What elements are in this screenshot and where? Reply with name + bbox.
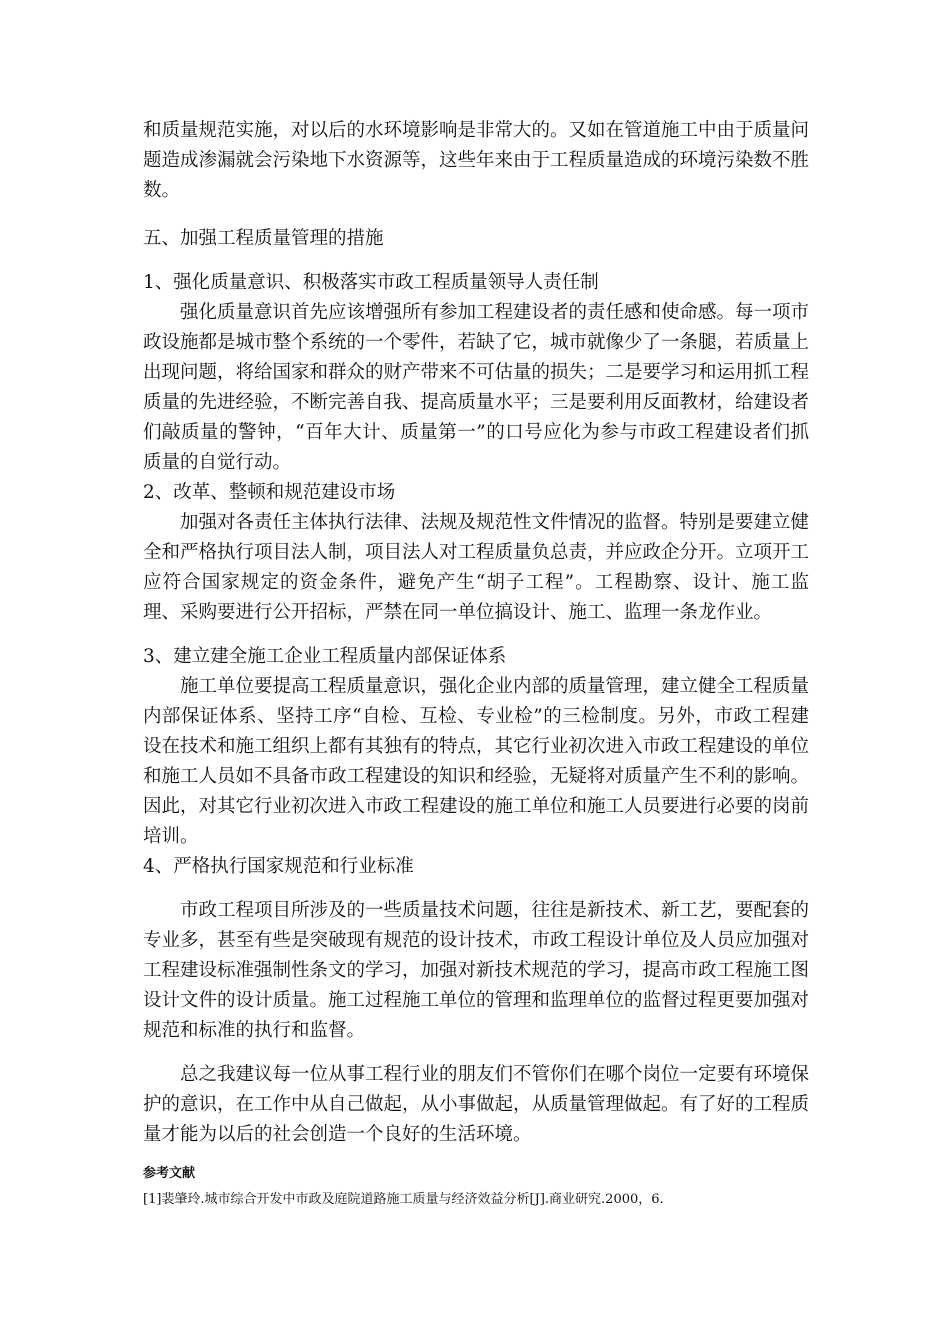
reference-item: [1]裴肇玲.城市综合开发中市政及庭院道路施工质量与经济效益分析[J].商业研究.2000，6. bbox=[143, 1192, 664, 1207]
references-title: 参考文献 bbox=[143, 1166, 196, 1181]
subsection-4-body: 市政工程项目所涉及的一些质量技术问题，往往是新技术、新工艺，要配套的专业多，甚至有些是突破现有规范的设计技术，市政工程设计单位及人员应加强对工程建设标准强制性条文的学习，加强对新技术规范的学习，提高市政工程施工图设计文件的设计质量。施工过程施工单位的管理和监理单位的监督过程更要加强对规范和标准的执行和监督。 bbox=[143, 900, 810, 1041]
subsection-1-body: 强化质量意识首先应该增强所有参加工程建设者的责任感和使命感。每一项市政设施都是城市整个系统的一个零件，若缺了它，城市就像少了一条腿，若质量上出现问题，将给国家和群众的财产带来不可估量的损失；二是要学习和运用抓工程质量的先进经验，不断完善自我、提高质量水平；三是要利用反面教材，给建设者们敲质量的警钟，“百年大计、质量第一”的口号应化为参与市政工程建设者们抓质量的自觉行动。 bbox=[143, 302, 810, 473]
document-body bbox=[143, 116, 809, 1210]
subsection-3-title: 3、建立建全施工企业工程质量内部保证体系 bbox=[143, 646, 507, 667]
paragraph-continued: 和质量规范实施，对以后的水环境影响是非常大的。又如在管道施工中由于质量问题造成渗漏就会污染地下水资源等，这些年来由于工程质量造成的环境污染数不胜数。 bbox=[143, 120, 810, 201]
section-five-title: 五、加强工程质量管理的措施 bbox=[143, 228, 384, 249]
conclusion-paragraph: 总之我建议每一位从事工程行业的朋友们不管你们在哪个岗位一定要有环境保护的意识，在工作中从自己做起，从小事做起，从质量管理做起。有了好的工程质量才能为以后的社会创造一个良好的生活环境。 bbox=[143, 1064, 810, 1145]
subsection-2-title: 2、改革、整顿和规范建设市场 bbox=[143, 482, 396, 503]
subsection-1-title: 1、强化质量意识、积极落实市政工程质量领导人责任制 bbox=[143, 272, 599, 293]
subsection-4-title: 4、严格执行国家规范和行业标准 bbox=[143, 856, 414, 877]
subsection-3-body: 施工单位要提高工程质量意识，强化企业内部的质量管理，建立健全工程质量内部保证体系、坚持工序“自检、互检、专业检”的三检制度。另外，市政工程建设在技术和施工组织上都有其独有的特点，其它行业初次进入市政工程建设的单位和施工人员如不具备市政工程建设的知识和经验，无疑将对质量产生不利的影响。因此，对其它行业初次进入市政工程建设的施工单位和施工人员要进行必要的岗前培训。 bbox=[143, 676, 810, 847]
subsection-2-body: 加强对各责任主体执行法律、法规及规范性文件情况的监督。特别是要建立健全和严格执行项目法人制，项目法人对工程质量负总责，并应政企分开。立项开工应符合国家规定的资金条件，避免产生“胡子工程”。工程勘察、设计、施工监理、采购要进行公开招标，严禁在同一单位搞设计、施工、监理一条龙作业。 bbox=[143, 512, 810, 623]
